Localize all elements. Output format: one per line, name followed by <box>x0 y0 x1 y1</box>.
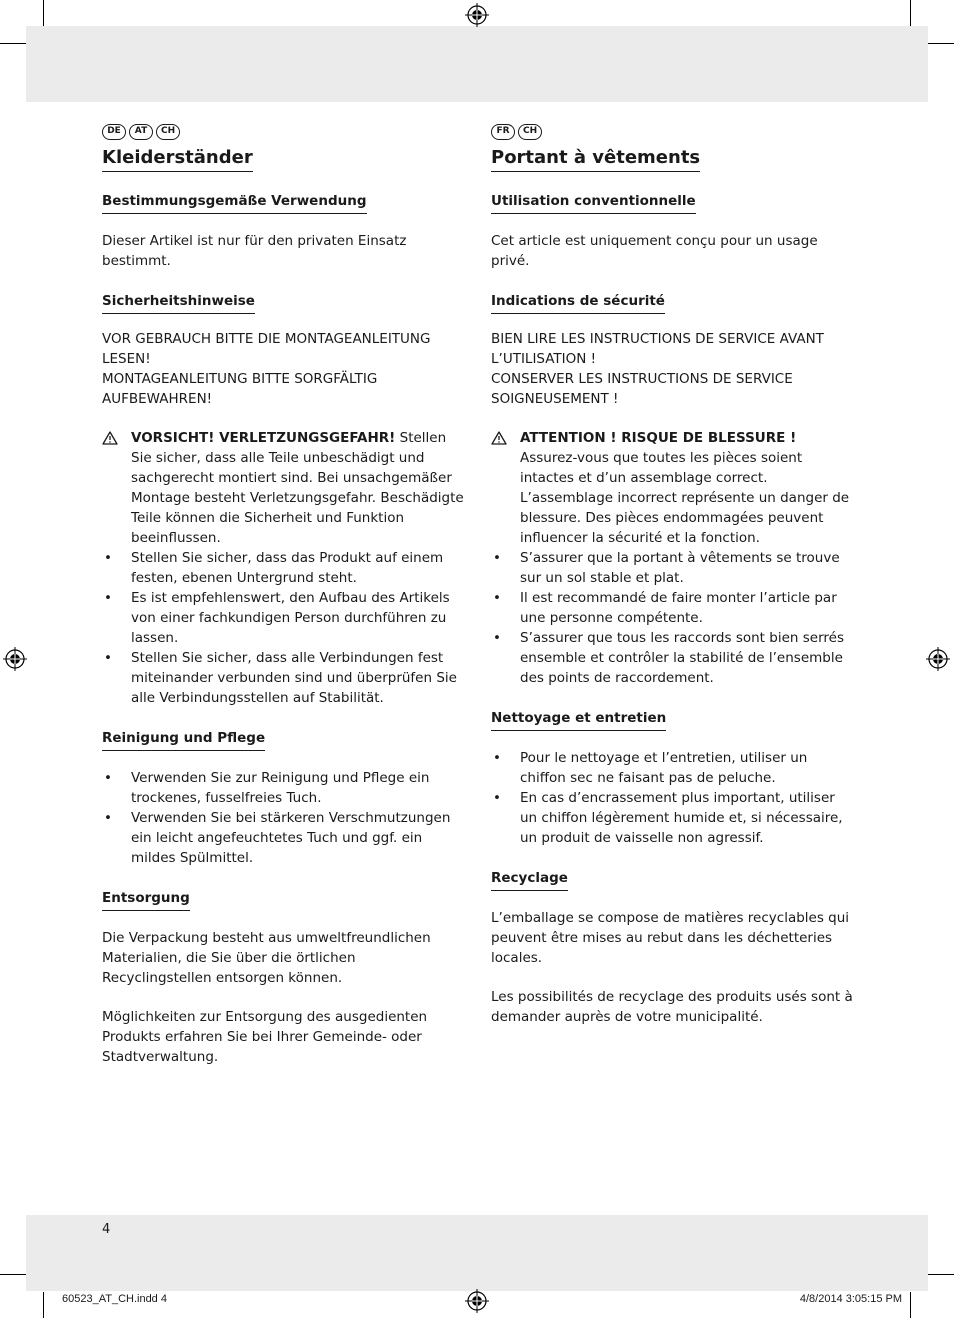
crop-mark <box>910 1292 911 1318</box>
language-badge-de: DE <box>102 124 126 140</box>
list-item <box>491 628 853 688</box>
list-item-text: S’assurer que tous les raccords sont bien serrés ensemble et contrôler la stabilité de l’ensemble des points de raccordement. <box>520 630 844 686</box>
warning-label: ATTENTION ! RISQUE DE BLESSURE ! <box>520 430 797 446</box>
section-heading-care: Reinigung und Pflege <box>102 729 265 751</box>
list-item <box>102 768 464 808</box>
language-badge-fr: FR <box>491 124 515 140</box>
safety-notice-keep: MONTAGEANLEITUNG BITTE SORGFÄLTIG AUFBEWAHREN! <box>102 371 378 407</box>
list-item <box>491 748 853 788</box>
usage-text: Dieser Artikel ist nur für den privaten Einsatz bestimmt. <box>102 233 407 269</box>
bullet-icon: • <box>104 650 112 666</box>
crop-mark <box>928 1274 954 1275</box>
bullet-icon: • <box>104 590 112 606</box>
disposal-text: Les possibilités de recyclage des produits usés sont à demander auprès de votre municipalité. <box>491 989 853 1025</box>
bottom-band <box>26 1215 928 1291</box>
list-item <box>491 588 853 628</box>
care-list <box>102 768 464 868</box>
warning-triangle-icon <box>491 428 520 548</box>
footer-timestamp: 4/8/2014 3:05:15 PM <box>799 1293 902 1305</box>
disposal-text: L’emballage se compose de matières recyclables qui peuvent être mises au rebut dans les déchetteries locales. <box>491 910 850 966</box>
bullet-icon: • <box>104 810 112 826</box>
german-column <box>102 124 464 1067</box>
section-heading-disposal: Recyclage <box>491 869 568 891</box>
warning-block <box>491 428 853 548</box>
crop-mark <box>0 43 26 44</box>
list-item <box>102 548 464 588</box>
top-band <box>26 26 928 102</box>
registration-mark-icon <box>465 1289 489 1313</box>
bullet-icon: • <box>104 770 112 786</box>
section-heading-safety: Sicherheitshinweise <box>102 292 255 314</box>
section-heading-safety: Indications de sécurité <box>491 292 665 314</box>
list-item-text: Verwenden Sie zur Reinigung und Pflege ein trockenes, fusselfreies Tuch. <box>131 770 430 806</box>
list-item-text: Stellen Sie sicher, dass alle Verbindungen fest miteinander verbunden sind und überprüfen Sie alle Verbindungsstellen auf Stabilität. <box>131 650 457 706</box>
bullet-icon: • <box>104 550 112 566</box>
section-heading-disposal: Entsorgung <box>102 889 190 911</box>
list-item-text: Verwenden Sie bei stärkeren Verschmutzungen ein leicht angefeuchtetes Tuch und ggf. ein mildes Spülmittel. <box>131 810 451 866</box>
list-item-text: Pour le nettoyage et l’entretien, utiliser un chiffon sec ne faisant pas de peluche. <box>520 750 808 786</box>
registration-mark-icon <box>3 647 27 671</box>
french-column <box>491 124 853 1027</box>
safety-list <box>102 548 464 708</box>
bullet-icon: • <box>493 630 501 646</box>
list-item <box>491 548 853 588</box>
bullet-icon: • <box>493 590 501 606</box>
language-badge-ch: CH <box>156 124 180 140</box>
crop-mark <box>43 1292 44 1318</box>
bullet-icon: • <box>493 550 501 566</box>
disposal-text: Die Verpackung besteht aus umweltfreundlichen Materialien, die Sie über die örtlichen Recyclingstellen entsorgen können. <box>102 930 431 986</box>
warning-body: Assurez-vous que toutes les pièces soient intactes et d’un assemblage correct. L’assemblage incorrect représente un danger de blessure. Des pièces endommagées peuvent influencer la sécurité et la fonction. <box>520 450 850 546</box>
section-heading-care: Nettoyage et entretien <box>491 709 666 731</box>
safety-notice-read: BIEN LIRE LES INSTRUCTIONS DE SERVICE AVANT L’UTILISATION ! <box>491 331 824 367</box>
disposal-text: Möglichkeiten zur Entsorgung des ausgedienten Produkts erfahren Sie bei Ihrer Gemeinde- oder Stadtverwaltung. <box>102 1009 428 1065</box>
safety-notice-keep: CONSERVER LES INSTRUCTIONS DE SERVICE SOIGNEUSEMENT ! <box>491 371 793 407</box>
language-badge-at: AT <box>129 124 153 140</box>
list-item-text: S’assurer que la portant à vêtements se trouve sur un sol stable et plat. <box>520 550 840 586</box>
footer-file-name: 60523_AT_CH.indd 4 <box>62 1293 167 1305</box>
list-item-text: Es ist empfehlenswert, den Aufbau des Artikels von einer fachkundigen Person durchführen zu lassen. <box>131 590 450 646</box>
warning-label: VORSICHT! VERLETZUNGSGEFAHR! <box>131 430 396 446</box>
warning-text <box>520 428 853 548</box>
list-item-text: Il est recommandé de faire monter l’article par une personne compétente. <box>520 590 837 626</box>
list-item <box>102 808 464 868</box>
page-title: Portant à vêtements <box>491 146 700 172</box>
registration-mark-icon <box>465 3 489 27</box>
safety-list <box>491 548 853 688</box>
list-item <box>491 788 853 848</box>
crop-mark <box>928 43 954 44</box>
crop-mark <box>910 0 911 26</box>
crop-mark <box>43 0 44 26</box>
usage-text: Cet article est uniquement conçu pour un usage privé. <box>491 233 818 269</box>
section-heading-usage: Bestimmungsgemäße Verwendung <box>102 192 367 214</box>
list-item <box>102 588 464 648</box>
page-title: Kleiderständer <box>102 146 253 172</box>
list-item <box>102 648 464 708</box>
language-badge-ch: CH <box>518 124 542 140</box>
list-item-text: Stellen Sie sicher, dass das Produkt auf einem festen, ebenen Untergrund steht. <box>131 550 444 586</box>
care-list <box>491 748 853 848</box>
warning-triangle-icon <box>102 428 131 548</box>
safety-notice-read: VOR GEBRAUCH BITTE DIE MONTAGEANLEITUNG LESEN! <box>102 331 431 367</box>
language-badges <box>491 124 853 140</box>
warning-body: Stellen Sie sicher, dass alle Teile unbeschädigt und sachgerecht montiert sind. Bei unsachgemäßer Montage besteht Verletzungsgefahr. Beschädigte Teile können die Sicherheit und Funktion beeinflussen. <box>131 430 464 546</box>
warning-text <box>131 428 464 548</box>
warning-block <box>102 428 464 548</box>
list-item-text: En cas d’encrassement plus important, utiliser un chiffon légèrement humide et, si nécessaire, un produit de vaisselle non agressif. <box>520 790 843 846</box>
bullet-icon: • <box>493 750 501 766</box>
crop-mark <box>0 1274 26 1275</box>
section-heading-usage: Utilisation conventionnelle <box>491 192 696 214</box>
registration-mark-icon <box>926 647 950 671</box>
bullet-icon: • <box>493 790 501 806</box>
page-number: 4 <box>102 1222 111 1237</box>
language-badges <box>102 124 464 140</box>
